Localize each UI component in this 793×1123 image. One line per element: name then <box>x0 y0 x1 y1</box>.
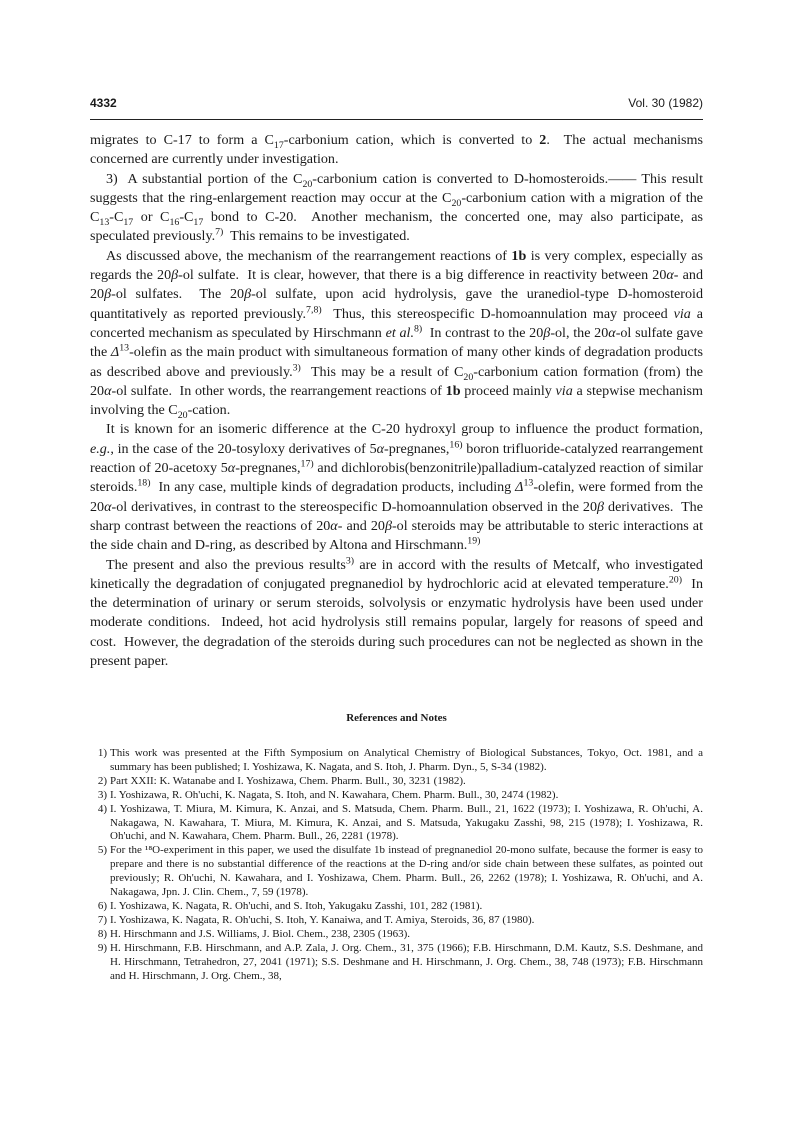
reference-text: H. Hirschmann, F.B. Hirschmann, and A.P. Zala, J. Org. Chem., 31, 375 (1966); F.B. Hirschmann, D.M. Kautz, S.S. Deshmane, and H. Hirschmann, Tetrahedron, 27, 2041 (1971); S.S. Deshmane and H. Hirschmann, J. Org. Chem., 38, 748 (1973); F.B. Hirschmann and H. Hirschmann, J. Org. Chem., 38, <box>110 941 703 982</box>
reference-text: Part XXII: K. Watanabe and I. Yoshizawa, Chem. Pharm. Bull., 30, 3231 (1982). <box>110 774 466 787</box>
reference-text: This work was presented at the Fifth Symposium on Analytical Chemistry of Biological Substances, Tokyo, Oct. 1981, and a summary has been published; I. Yoshizawa, K. Nagata, and S. Itoh, J. Pharm. Dyn., 5, S-34 (1982). <box>110 747 703 773</box>
reference-item <box>90 747 703 775</box>
body-text <box>90 131 703 671</box>
reference-item <box>90 900 703 914</box>
references-heading: References and Notes <box>346 712 447 724</box>
paragraph: The present and also the previous results$^{3)}$ are in accord with the results of Metcalf, who investigated kinetically the degradation of conjugated pregnanediol by hydrochloric acid at elevated temperature.$^{20)}$ In the determination of urinary or serum steroids, solvolysis or enzymatic hydrolysis have been used under moderate conditions. Indeed, hot acid hydrolysis still remains popular, largely for reasons of speed and cost. However, the degradation of the steroids during such procedures can not be neglected as shown in the present paper. <box>90 554 703 670</box>
page-number: 4332 <box>90 96 117 110</box>
reference-item <box>90 942 703 984</box>
reference-number: 2) <box>97 774 107 787</box>
page-header <box>90 96 703 116</box>
reference-number: 1) <box>97 747 107 759</box>
reference-number: 9) <box>97 941 107 954</box>
reference-item <box>90 914 703 928</box>
reference-item <box>90 803 703 845</box>
reference-item <box>90 928 703 942</box>
reference-number: 5) <box>97 844 107 857</box>
reference-number: 8) <box>97 927 107 940</box>
reference-number: 4) <box>97 802 107 815</box>
reference-number: 6) <box>97 899 107 912</box>
reference-number: 7) <box>97 913 107 926</box>
reference-text: For the ¹⁸O-experiment in this paper, we used the disulfate 1b instead of pregnanediol 20-mono sulfate, because the former is easy to prepare and there is no substantial difference of the reactions at the D-ring and/or side chain between these sulfates, as pointed out previously; R. Oh'uchi, N. Kawahara, and I. Yoshizawa, Chem. Pharm. Bull., 26, 2262 (1978); I. Yoshizawa, R. Oh'uchi, and A. Nakagawa, Jpn. J. Clin. Chem., 7, 59 (1978). <box>110 844 703 899</box>
reference-item <box>90 775 703 789</box>
paragraph: 3) A substantial portion of the $C_{20}$-carbonium cation is converted to D-homosteroids.—— This result suggests that the ring-enlargement reaction may occur at the $C_{20}$-carbonium cation with a migration of the $C_{13}-C_{17}$ or $C_{16}-C_{17}$ bond to C-20. Another mechanism, the concerted one, may also participate, as speculated previously.$^{7)}$ This remains to be investigated. <box>90 170 704 245</box>
reference-number: 3) <box>97 788 107 801</box>
paragraph: It is known for an isomeric difference at the C-20 hydroxyl group to influence the product formation, e.g., in the case of the 20-tosyloxy derivatives of 5α-pregnanes,$^{16)}$ boron trifluoride-catalyzed rearrangement reaction of 20-acetoxy 5α-pregnanes,$^{17)}$ and dichlorobis(benzonitrile)palladium-catalyzed reaction of similar steroids.$^{18)}$ In any case, multiple kinds of degradation products, including $\Delta^{13}$-olefin, were formed from the 20α-ol derivatives, in contrast to the stereospecific D-homoannulation observed in the 20β derivatives. The sharp contrast between the reactions of 20α- and 20β-ol steroids may be attributable to steric interactions at the side chain and D-ring, as described by Altona and Hirschmann.$^{19)}$ <box>90 421 703 554</box>
reference-text: I. Yoshizawa, K. Nagata, R. Oh'uchi, and S. Itoh, Yakugaku Zasshi, 101, 282 (1981). <box>110 899 483 912</box>
paragraph: As discussed above, the mechanism of the rearrangement reactions of 1b is very complex, especially as regards the 20β-ol sulfate. It is clear, however, that there is a big difference in reactivity between 20α- and 20β-ol sulfates. The 20β-ol sulfate, upon acid hydrolysis, gave the uranediol-type D-homosteroid quantitatively as reported previously.$^{7,8)}$ Thus, this stereospecific D-homoannulation may proceed via a concerted mechanism as speculated by Hirschmann et al.$^{8)}$ In contrast to the 20β-ol, the 20α-ol sulfate gave the $\Delta^{13}$-olefin as the main product with simultaneous formation of many other kinds of degradation products as described above and previously.$^{3)}$ This may be a result of $C_{20}$-carbonium cation formation (from) the 20α-ol sulfate. In other words, the rearrangement reactions of 1b proceed mainly via a stepwise mechanism involving the $C_{20}$-cation. <box>90 247 704 421</box>
references-list <box>90 747 703 983</box>
reference-text: I. Yoshizawa, K. Nagata, R. Oh'uchi, S. Itoh, Y. Kanaiwa, and T. Amiya, Steroids, 36, 87 (1980). <box>110 913 535 926</box>
journal-volume: Vol. 30 (1982) <box>628 96 703 110</box>
reference-item <box>90 789 703 803</box>
reference-text: I. Yoshizawa, T. Miura, M. Kimura, K. Anzai, and S. Matsuda, Chem. Pharm. Bull., 21, 1622 (1973); I. Yoshizawa, R. Oh'uchi, A. Nakagawa, N. Kawahara, T. Miura, M. Kimura, K. Anzai, and S. Matsuda, Yakugaku Zasshi, 98, 215 (1978); I. Yoshizawa, R. Oh'uchi, and N. Kawahara, Chem. Pharm. Bull., 26, 2281 (1978). <box>110 802 703 843</box>
header-rule <box>90 119 703 120</box>
reference-text: H. Hirschmann and J.S. Williams, J. Biol. Chem., 238, 2305 (1963). <box>110 927 411 940</box>
reference-item <box>90 844 703 900</box>
paragraph: migrates to C-17 to form a $C_{17}$-carbonium cation, which is converted to 2. The actual mechanisms concerned are currently under investigation. <box>90 132 703 168</box>
reference-text: I. Yoshizawa, R. Oh'uchi, K. Nagata, S. Itoh, and N. Kawahara, Chem. Pharm. Bull., 30, 2474 (1982). <box>110 788 559 801</box>
